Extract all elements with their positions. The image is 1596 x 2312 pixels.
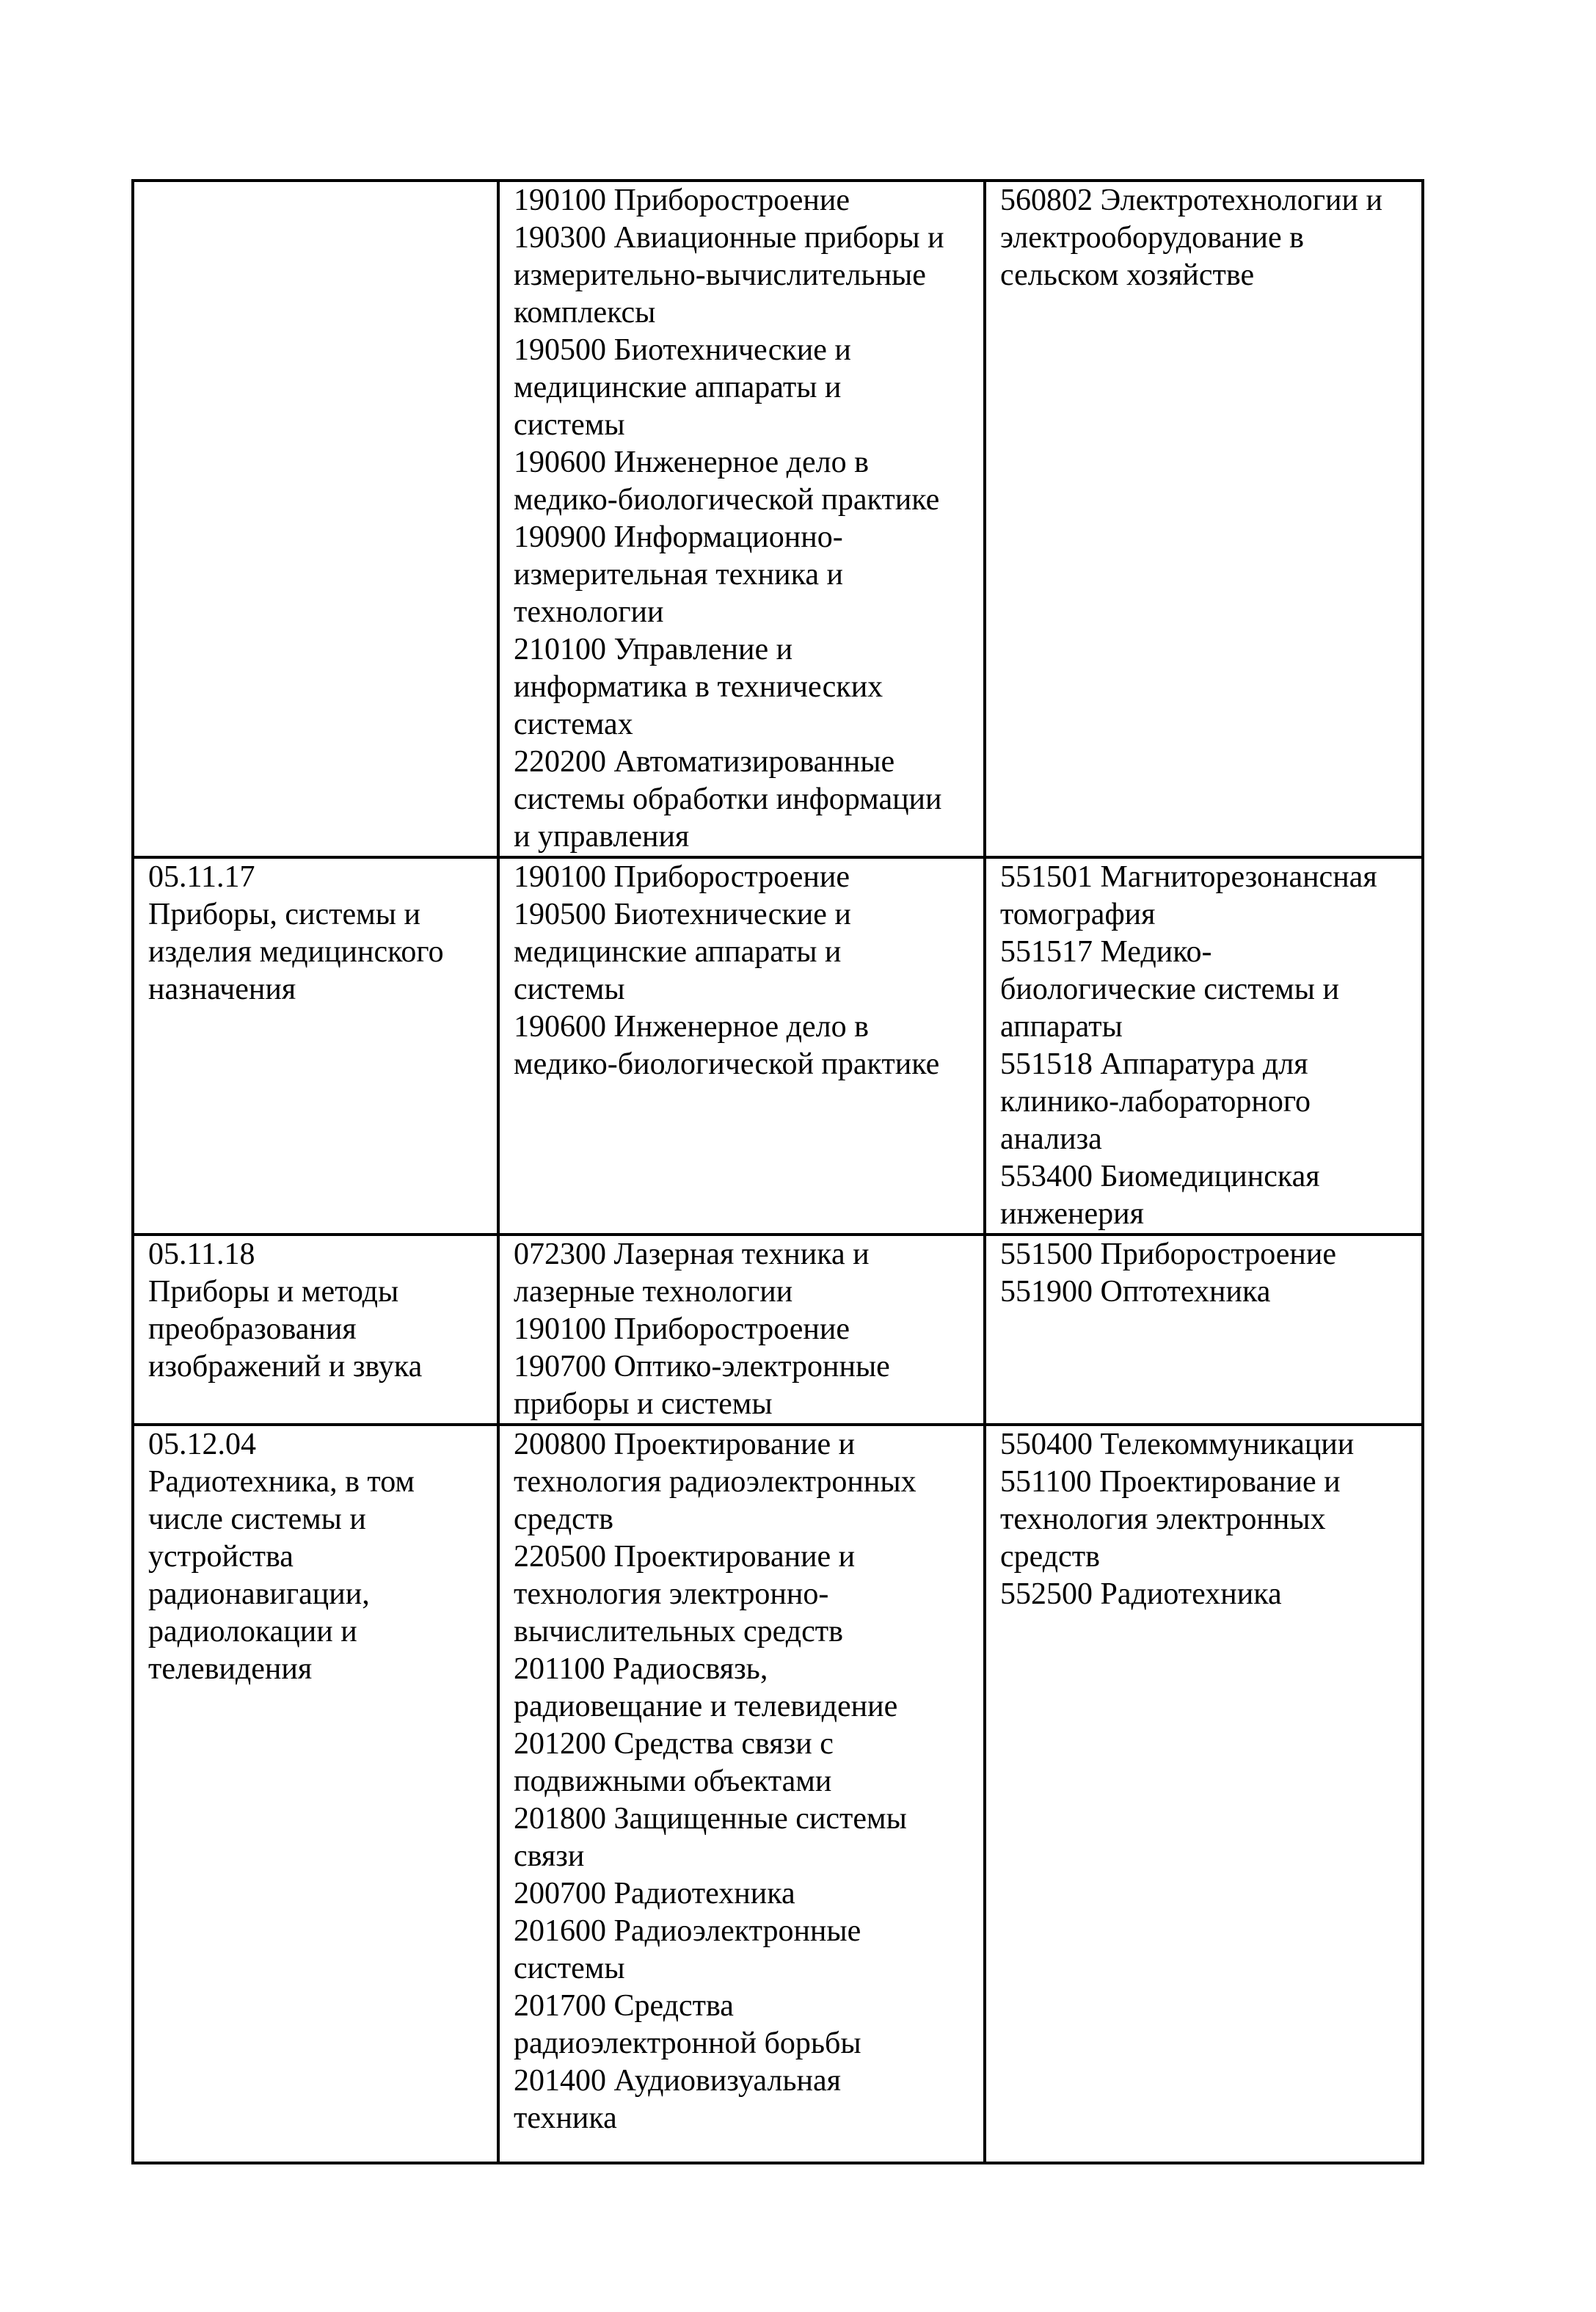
speciality-cell [133,181,498,857]
cell-text-line: 200700 Радиотехника [514,1877,795,1911]
cell-text-line: Радиотехника, в том [148,1465,415,1499]
cell-text-line: 552500 Радиотехника [1000,1577,1282,1611]
cell-text-line: лазерные технологии [514,1275,793,1309]
cell-text-line: числе системы и [148,1502,366,1536]
cell-text-line: 190700 Оптико-электронные [514,1350,890,1384]
directions-cell [498,1235,985,1425]
speciality-cell [133,857,498,1235]
cell-text-line: биологические системы и [1000,973,1339,1006]
table-body [133,181,1423,2163]
cell-text-line: 220500 Проектирование и [514,1540,856,1574]
cell-text-line: 201100 Радиосвязь, [514,1652,768,1686]
cell-text-line: 551518 Аппаратура для [1000,1047,1308,1081]
cell-text-line: 201800 Защищенные системы [514,1802,907,1836]
cell-text-line: анализа [1000,1122,1102,1156]
cell-text-line: технологии [514,595,664,629]
cell-text-line: 05.12.04 [148,1428,256,1461]
cell-text-line: системы [514,973,625,1006]
cell-text-line: 560802 Электротехнологии и [1000,183,1382,217]
cell-text-line: 190600 Инженерное дело в [514,1010,869,1044]
cell-text-line: аппараты [1000,1010,1123,1044]
cell-text-line: техника [514,2101,617,2135]
old-specialities-cell [985,857,1423,1235]
cell-text-line: вычислительных средств [514,1615,843,1648]
cell-text-line: 190500 Биотехнические и [514,333,851,367]
cell-text-line: приборы и системы [514,1387,773,1421]
cell-text-line: преобразования [148,1312,357,1346]
cell-text-line: изделия медицинского [148,935,444,969]
cell-text-line: технология радиоэлектронных [514,1465,917,1499]
cell-text-line: 190100 Приборостроение [514,183,850,217]
cell-text-line: 190300 Авиационные приборы и [514,221,944,255]
cell-text-line: 200800 Проектирование и [514,1428,856,1461]
cell-text-line: информатика в технических [514,670,883,704]
cell-text-line: медицинские аппараты и [514,935,842,969]
cell-text-line: устройства [148,1540,294,1574]
cell-text-line: телевидения [148,1652,313,1686]
cell-text-line: радиовещание и телевидение [514,1690,898,1723]
cell-text-line: назначения [148,973,296,1006]
cell-text-line: 551501 Магниторезонансная [1000,860,1377,894]
cell-text-line: 201400 Аудиовизуальная [514,2064,841,2098]
cell-text-line: радионавигации, [148,1577,370,1611]
cell-text-line: томография [1000,898,1156,931]
old-specialities-cell [985,181,1423,857]
cell-text-line: 072300 Лазерная техника и [514,1237,870,1271]
cell-text-line: 210100 Управление и [514,633,793,666]
cell-text-line: медико-биологической практике [514,1047,940,1081]
cell-text-line: 551100 Проектирование и [1000,1465,1341,1499]
cell-text-line: средств [514,1502,613,1536]
table-row [133,857,1423,1235]
specialities-table [131,179,1424,2164]
table-row [133,181,1423,857]
cell-text-line: медико-биологической практике [514,483,940,517]
cell-text-line: технология электронно- [514,1577,829,1611]
cell-text-line: измерительная техника и [514,558,843,592]
cell-text-line: 05.11.18 [148,1237,255,1271]
cell-text-line: подвижными объектами [514,1764,832,1798]
cell-text-line: связи [514,1839,585,1873]
speciality-cell [133,1235,498,1425]
cell-text-line: системы обработки информации [514,782,942,816]
table-row [133,1235,1423,1425]
cell-text-line: 201600 Радиоэлектронные [514,1914,861,1948]
cell-text-line: 190600 Инженерное дело в [514,446,869,479]
cell-text-line: и управления [514,820,690,854]
cell-text-line: 201200 Средства связи с [514,1727,834,1761]
cell-text-line: радиоэлектронной борьбы [514,2026,861,2060]
cell-text-line: системы [514,1952,625,1985]
directions-cell [498,857,985,1235]
cell-text-line: инженерия [1000,1197,1144,1231]
directions-cell [498,181,985,857]
cell-text-line: сельском хозяйстве [1000,258,1255,292]
cell-text-line: изображений и звука [148,1350,423,1384]
cell-text-line: 553400 Биомедицинская [1000,1160,1320,1193]
cell-text-line: Приборы и методы [148,1275,399,1309]
cell-text-line: 190100 Приборостроение [514,860,850,894]
cell-text-line: 551517 Медико- [1000,935,1212,969]
cell-text-line: 190900 Информационно- [514,520,843,554]
cell-text-line: электрооборудование в [1000,221,1304,255]
speciality-cell [133,1425,498,2163]
cell-text-line: 05.11.17 [148,860,255,894]
table-row [133,1425,1423,2163]
cell-text-line: 551900 Оптотехника [1000,1275,1271,1309]
cell-text-line: технология электронных [1000,1502,1326,1536]
cell-text-line: 190100 Приборостроение [514,1312,850,1346]
old-specialities-cell [985,1425,1423,2163]
cell-text-line: медицинские аппараты и [514,371,842,404]
cell-text-line: измерительно-вычислительные [514,258,926,292]
cell-text-line: системы [514,408,625,442]
directions-cell [498,1425,985,2163]
cell-text-line: комплексы [514,296,656,330]
cell-text-line: 220200 Автоматизированные [514,745,895,779]
cell-text-line: 551500 Приборостроение [1000,1237,1336,1271]
cell-text-line: 550400 Телекоммуникации [1000,1428,1355,1461]
cell-text-line: радиолокации и [148,1615,357,1648]
cell-text-line: 190500 Биотехнические и [514,898,851,931]
old-specialities-cell [985,1235,1423,1425]
cell-text-line: средств [1000,1540,1100,1574]
cell-text-line: Приборы, системы и [148,898,420,931]
cell-text-line: системах [514,708,633,741]
cell-text-line: 201700 Средства [514,1989,734,2023]
cell-text-line: клинико-лабораторного [1000,1085,1311,1119]
